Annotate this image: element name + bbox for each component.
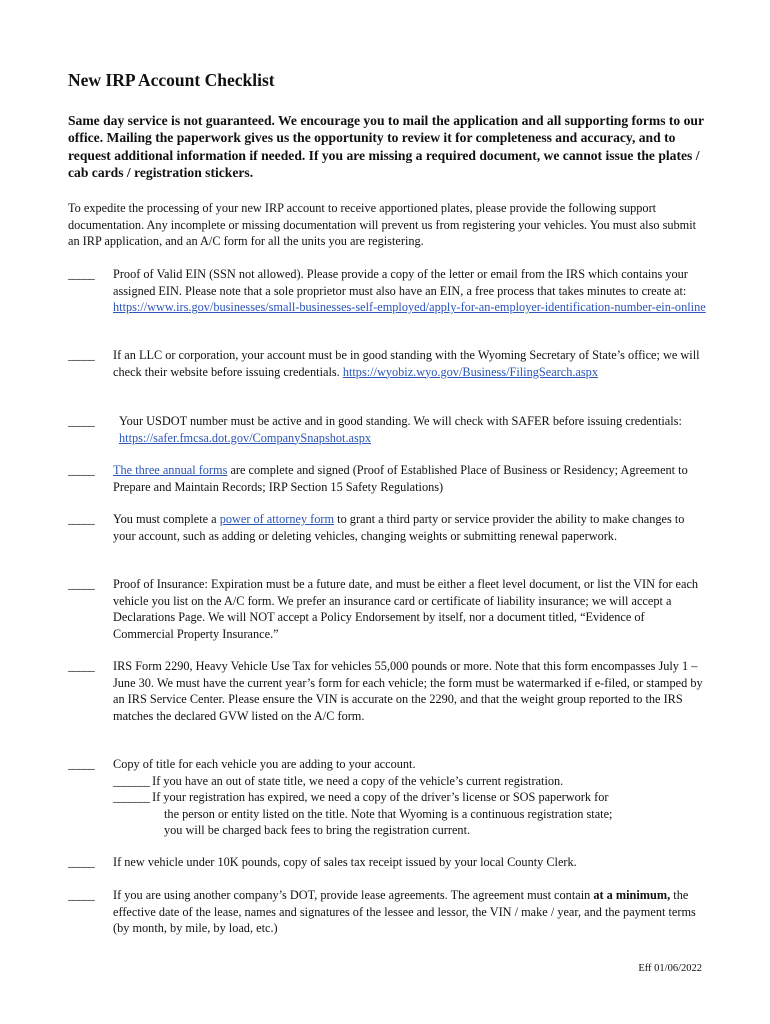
- irs-ein-link[interactable]: https://www.irs.gov/businesses/small-businesses-self-employed/apply-for-an-employer-identification-number-ein-online: [113, 300, 706, 315]
- checkbox-blank: _____: [68, 757, 94, 771]
- checkbox-blank: _____: [68, 267, 94, 281]
- item-text: If new vehicle under 10K pounds, copy of sales tax receipt issued by your local County Clerk.: [113, 855, 577, 869]
- item-text: You must complete a: [113, 512, 220, 526]
- sub-item-expired: _______ If your registration has expired, we need a copy of the driver’s license or SOS paperwork for: [113, 790, 609, 805]
- sub-item-out-of-state: _______ If you have an out of state title, we need a copy of the vehicle’s current registration.: [113, 773, 564, 788]
- item-text: are complete and signed (Proof of Established Place of Business or Residency; Agreement to Prepare and Maintain Records; IRP Section 15 Safety Regulations): [113, 463, 688, 494]
- item-bold-text: at a minimum,: [593, 888, 671, 902]
- intro-paragraph: To expedite the processing of your new IRP account to receive apportioned plates, please provide the following support documentation. Any incomplete or missing documentation will prevent us from registering your vehicles. You must also submit an IRP application, and an A/C form for all the units you are registering.: [68, 201, 697, 249]
- wyobiz-link[interactable]: https://wyobiz.wyo.gov/Business/FilingSearch.aspx: [342, 364, 598, 379]
- annual-forms-link[interactable]: The three annual forms: [113, 463, 228, 477]
- checkbox-blank: _____: [68, 348, 94, 362]
- effective-date: Eff 01/06/2022: [638, 963, 702, 974]
- checkbox-blank: _____: [68, 414, 94, 428]
- checkbox-blank: _____: [68, 577, 94, 591]
- checkbox-blank: _____: [68, 512, 94, 526]
- checkbox-blank: _____: [68, 888, 94, 902]
- sub-item-text: you will be charged back fees to bring the registration current.: [164, 823, 471, 838]
- notice-paragraph: Same day service is not guaranteed. We encourage you to mail the application and all supporting forms to our office. Mailing the paperwork gives us the opportunity to review it for completeness and accuracy, and to request additional information if needed. If you are missing a required document, we cannot issue the plates / cab cards / registration stickers.: [68, 113, 704, 180]
- checkbox-blank: _____: [68, 855, 94, 869]
- item-text: IRS Form 2290, Heavy Vehicle Use Tax for vehicles 55,000 pounds or more. Note that this form encompasses July 1 – June 30. We must have the current year’s form for each vehicle; the form must be watermarked if e-filed, or stamped by an IRS Service Center. Please ensure the VIN is accurate on the 2290, and that the weight group reported to the IRS matches the declared GVW listed on the A/C form.: [113, 659, 703, 723]
- power-of-attorney-link[interactable]: power of attorney form: [219, 512, 335, 526]
- item-text: Proof of Valid EIN (SSN not allowed). Please provide a copy of the letter or email from the IRS which contains your assigned EIN. Please note that a sole proprietor must also have an EIN, a free process that takes minutes to create at:: [113, 267, 688, 298]
- checkbox-blank: _____: [68, 659, 94, 673]
- item-text: Copy of title for each vehicle you are adding to your account.: [113, 757, 416, 771]
- sub-checkbox-blank: _______: [113, 790, 150, 805]
- checkbox-blank: _____: [68, 463, 94, 477]
- item-text: If an LLC or corporation, your account must be in good standing with the Wyoming Secretary of State’s office; we will check their website before issuing credentials.: [113, 348, 700, 379]
- item-text: If you are using another company’s DOT, provide lease agreements. The agreement must contain: [113, 888, 594, 902]
- item-text: Proof of Insurance: Expiration must be a future date, and must be either a fleet level document, or list the VIN for each vehicle you list on the A/C form. We prefer an insurance card or certificate of liability insurance; we will accept a Declarations Page. We will NOT accept a Policy Endorsement by itself, nor a document titled, “Evidence of Commercial Property Insurance.”: [113, 577, 699, 641]
- page-title: New IRP Account Checklist: [68, 70, 275, 90]
- item-text: Your USDOT number must be active and in good standing. We will check with SAFER before issuing credentials:: [119, 414, 682, 428]
- sub-item-text: the person or entity listed on the title. Note that Wyoming is a continuous registration state;: [164, 806, 613, 821]
- item-text: to grant a third party or service provider the ability to make changes to your account, such as adding or deleting vehicles, changing weights or submitting renewal paperwork.: [113, 512, 685, 543]
- item-text: the effective date of the lease, names and signatures of the lessee and lessor, the VIN / make / year, and the payment terms (by month, by mile, by load, etc.): [113, 888, 696, 936]
- safer-link[interactable]: https://safer.fmcsa.dot.gov/CompanySnapshot.aspx: [119, 430, 372, 445]
- sub-checkbox-blank: _______: [113, 773, 150, 788]
